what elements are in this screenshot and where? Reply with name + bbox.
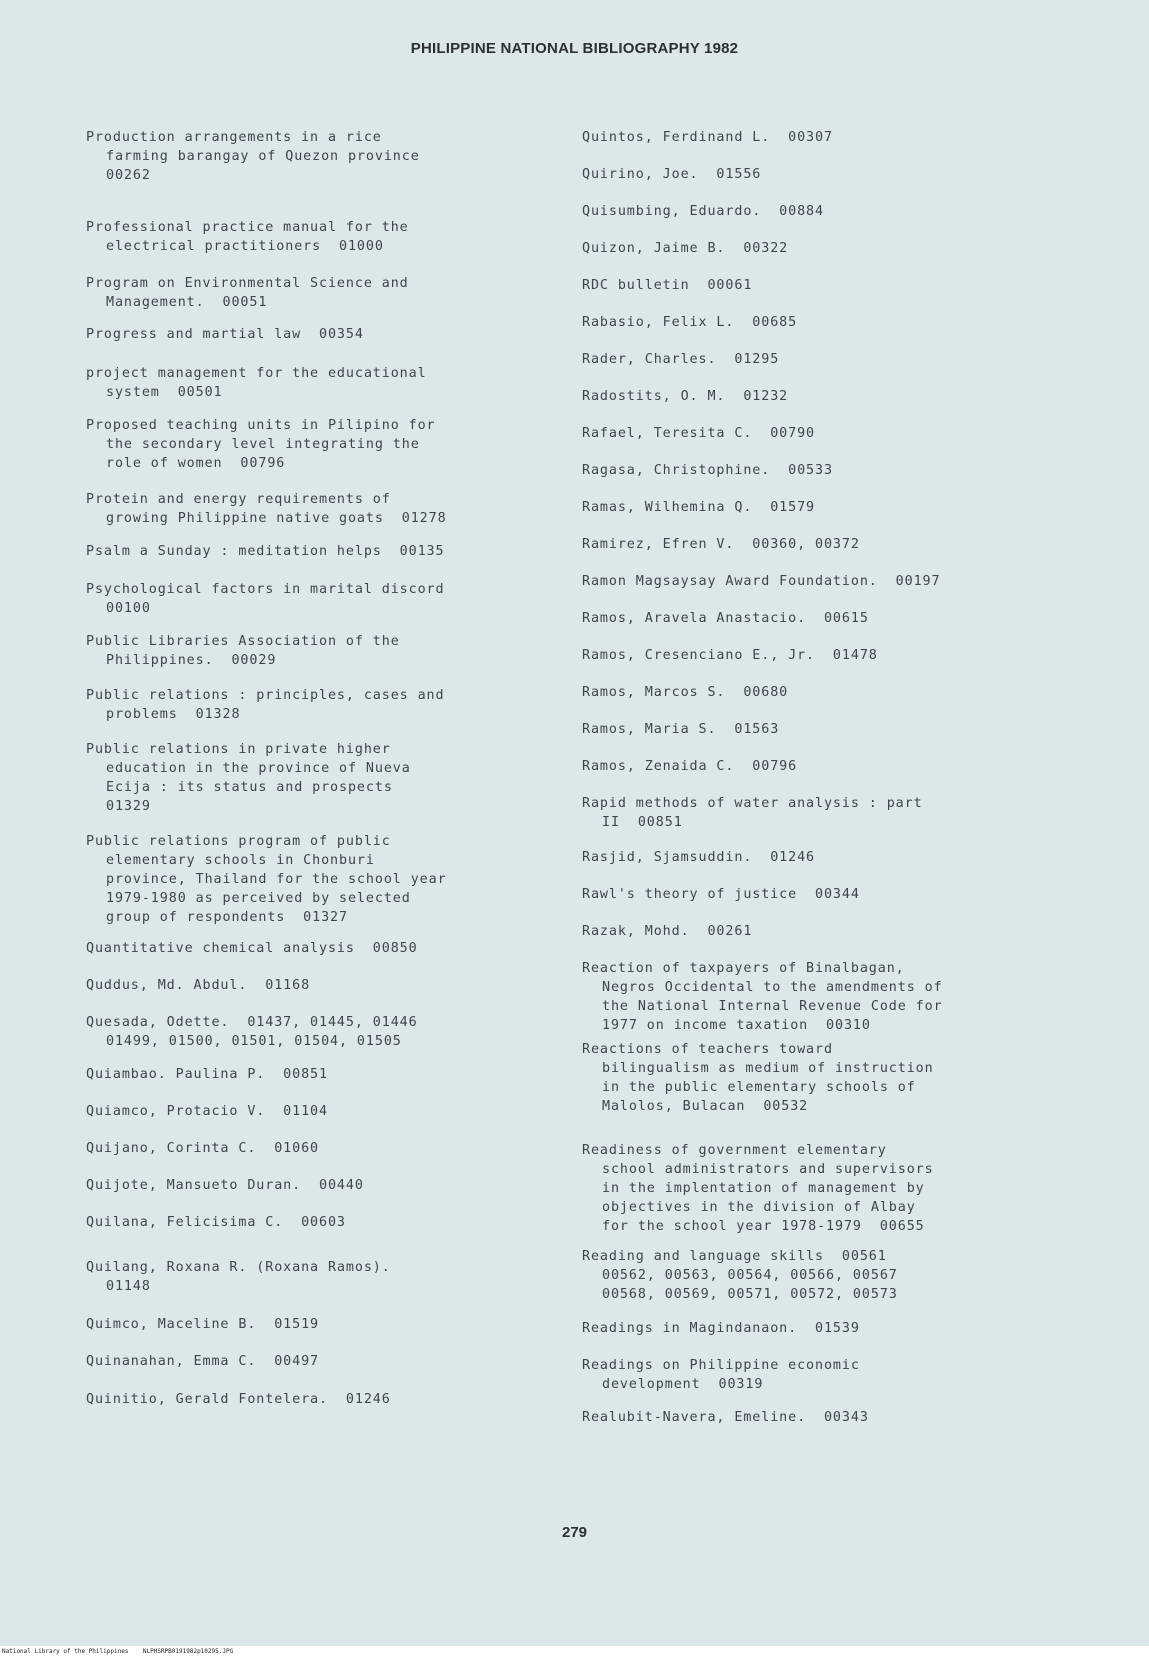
entry-continuation-line: 1979-1980 as perceived by selected xyxy=(106,891,411,906)
entry-heading-line: Ramon Magsaysay Award Foundation. 00197 xyxy=(582,574,941,589)
entry-heading-line: Readings on Philippine economic xyxy=(582,1358,860,1373)
entry-heading-line: Public Libraries Association of the xyxy=(86,634,400,649)
entry-heading-line: Quiamco, Protacio V. 01104 xyxy=(86,1104,328,1119)
entry-heading-line: Readiness of government elementary xyxy=(582,1143,887,1158)
entry-continuation-line: 01499, 01500, 01501, 01504, 01505 xyxy=(106,1034,402,1049)
index-entry xyxy=(86,686,556,724)
entry-continuation-line: 00568, 00569, 00571, 00572, 00573 xyxy=(602,1287,898,1302)
entry-heading-line: Quilang, Roxana R. (Roxana Ramos). xyxy=(86,1260,391,1275)
index-entry xyxy=(86,218,556,256)
entry-continuation-line: electrical practitioners 01000 xyxy=(106,239,384,254)
entry-heading-line: Quantitative chemical analysis 00850 xyxy=(86,941,418,956)
index-entry xyxy=(86,1352,556,1371)
index-entry xyxy=(86,1390,556,1409)
index-entry xyxy=(86,1258,556,1296)
entry-continuation-line: 00562, 00563, 00564, 00566, 00567 xyxy=(602,1268,898,1283)
entry-heading-line: Ramos, Maria S. 01563 xyxy=(582,722,780,737)
page-number: 279 xyxy=(561,1524,588,1541)
entry-heading-line: Quiambao. Paulina P. 00851 xyxy=(86,1067,328,1082)
index-entry xyxy=(86,580,556,618)
entry-continuation-line: group of respondents 01327 xyxy=(106,910,348,925)
entry-continuation-line: Negros Occidental to the amendments of xyxy=(602,980,943,995)
index-entry xyxy=(86,1102,556,1121)
entry-continuation-line: Malolos, Bulacan 00532 xyxy=(602,1099,809,1114)
index-entry xyxy=(582,646,1082,665)
entry-heading-line: Quinanahan, Emma C. 00497 xyxy=(86,1354,320,1369)
index-entry xyxy=(86,364,556,402)
index-entry xyxy=(86,1315,556,1334)
index-entry xyxy=(86,1213,556,1232)
index-entry xyxy=(86,832,556,927)
entry-heading-line: Readings in Magindanaon. 01539 xyxy=(582,1321,860,1336)
index-entry xyxy=(582,350,1082,369)
entry-heading-line: Ramos, Cresenciano E., Jr. 01478 xyxy=(582,648,878,663)
entry-heading-line: Rafael, Teresita C. 00790 xyxy=(582,426,816,441)
entry-continuation-line: school administrators and supervisors xyxy=(602,1162,934,1177)
entry-heading-line: Realubit-Navera, Emeline. 00343 xyxy=(582,1410,869,1425)
entry-heading-line: Ramos, Aravela Anastacio. 00615 xyxy=(582,611,869,626)
index-entry xyxy=(582,1040,1082,1116)
entry-heading-line: Quinitio, Gerald Fontelera. 01246 xyxy=(86,1392,391,1407)
index-entry xyxy=(86,325,556,344)
index-entry xyxy=(582,1319,1082,1338)
index-entry xyxy=(582,720,1082,739)
index-entry xyxy=(582,609,1082,628)
index-entry xyxy=(582,1247,1082,1304)
index-entry xyxy=(582,1356,1082,1394)
entry-continuation-line: the secondary level integrating the xyxy=(106,437,420,452)
entry-heading-line: Quizon, Jaime B. 00322 xyxy=(582,241,789,256)
entry-heading-line: Quintos, Ferdinand L. 00307 xyxy=(582,130,833,145)
entry-heading-line: Reading and language skills 00561 xyxy=(582,1249,887,1264)
entry-heading-line: Ramos, Zenaida C. 00796 xyxy=(582,759,798,774)
entry-continuation-line: problems 01328 xyxy=(106,707,241,722)
index-entry xyxy=(86,976,556,995)
entry-heading-line: Professional practice manual for the xyxy=(86,220,409,235)
entry-continuation-line: farming barangay of Quezon province xyxy=(106,149,420,164)
page-title: PHILIPPINE NATIONAL BIBLIOGRAPHY 1982 xyxy=(410,40,739,57)
entry-continuation-line: 1977 on income taxation 00310 xyxy=(602,1018,871,1033)
entry-continuation-line: 01148 xyxy=(106,1279,151,1294)
entry-continuation-line: role of women 00796 xyxy=(106,456,286,471)
index-entry xyxy=(86,1139,556,1158)
entry-heading-line: Rapid methods of water analysis : part xyxy=(582,796,923,811)
index-entry xyxy=(86,939,556,958)
index-entry xyxy=(582,424,1082,443)
entry-heading-line: Public relations : principles, cases and xyxy=(86,688,445,703)
index-entry xyxy=(582,794,1082,832)
entry-heading-line: Rabasio, Felix L. 00685 xyxy=(582,315,798,330)
entry-continuation-line: elementary schools in Chonburi xyxy=(106,853,375,868)
entry-heading-line: Radostits, O. M. 01232 xyxy=(582,389,789,404)
index-entry xyxy=(582,128,1082,147)
entry-heading-line: Protein and energy requirements of xyxy=(86,492,391,507)
index-entry xyxy=(582,165,1082,184)
entry-continuation-line: 00262 xyxy=(106,168,151,183)
entry-heading-line: Program on Environmental Science and xyxy=(86,276,409,291)
index-entry xyxy=(582,276,1082,295)
entry-heading-line: Quilana, Felicisima C. 00603 xyxy=(86,1215,346,1230)
index-entry xyxy=(582,1141,1082,1236)
entry-heading-line: Razak, Mohd. 00261 xyxy=(582,924,753,939)
entry-heading-line: Ramos, Marcos S. 00680 xyxy=(582,685,789,700)
index-entry xyxy=(86,274,556,312)
entry-heading-line: RDC bulletin 00061 xyxy=(582,278,753,293)
index-entry xyxy=(582,683,1082,702)
index-entry xyxy=(86,1065,556,1084)
index-entry xyxy=(86,1176,556,1195)
entry-continuation-line: province, Thailand for the school year xyxy=(106,872,447,887)
entry-heading-line: Quijote, Mansueto Duran. 00440 xyxy=(86,1178,364,1193)
entry-continuation-line: for the school year 1978-1979 00655 xyxy=(602,1219,925,1234)
entry-heading-line: Reaction of taxpayers of Binalbagan, xyxy=(582,961,905,976)
entry-continuation-line: growing Philippine native goats 01278 xyxy=(106,511,447,526)
index-entry xyxy=(582,572,1082,591)
entry-continuation-line: 00100 xyxy=(106,601,151,616)
index-entry xyxy=(582,848,1082,867)
entry-continuation-line: objectives in the division of Albay xyxy=(602,1200,916,1215)
entry-continuation-line: development 00319 xyxy=(602,1377,764,1392)
entry-heading-line: Public relations in private higher xyxy=(86,742,391,757)
index-entry xyxy=(582,922,1082,941)
scan-footer: National Library of the Philippines NLPHSRPB0191982p10295.JPG xyxy=(0,1646,1149,1658)
index-entry xyxy=(582,313,1082,332)
index-entry xyxy=(86,1013,556,1051)
index-entry xyxy=(582,1408,1082,1427)
entry-heading-line: Progress and martial law 00354 xyxy=(86,327,364,342)
entry-continuation-line: bilingualism as medium of instruction xyxy=(602,1061,934,1076)
entry-heading-line: Quimco, Maceline B. 01519 xyxy=(86,1317,320,1332)
index-entry xyxy=(582,535,1082,554)
index-entry xyxy=(86,490,556,528)
entry-continuation-line: system 00501 xyxy=(106,385,223,400)
entry-continuation-line: II 00851 xyxy=(602,815,683,830)
index-entry xyxy=(582,959,1082,1035)
entry-heading-line: Rawl's theory of justice 00344 xyxy=(582,887,860,902)
entry-heading-line: project management for the educational xyxy=(86,366,427,381)
entry-continuation-line: education in the province of Nueva xyxy=(106,761,411,776)
entry-heading-line: Ragasa, Christophine. 00533 xyxy=(582,463,833,478)
entry-heading-line: Quirino, Joe. 01556 xyxy=(582,167,762,182)
index-entry xyxy=(582,461,1082,480)
index-entry xyxy=(582,202,1082,221)
entry-continuation-line: Philippines. 00029 xyxy=(106,653,277,668)
entry-heading-line: Psalm a Sunday : meditation helps 00135 xyxy=(86,544,445,559)
index-entry xyxy=(582,757,1082,776)
entry-heading-line: Rader, Charles. 01295 xyxy=(582,352,780,367)
entry-heading-line: Public relations program of public xyxy=(86,834,391,849)
index-entry xyxy=(86,740,556,816)
entry-heading-line: Production arrangements in a rice xyxy=(86,130,382,145)
entry-heading-line: Quijano, Corinta C. 01060 xyxy=(86,1141,320,1156)
entry-heading-line: Rasjid, Sjamsuddin. 01246 xyxy=(582,850,816,865)
entry-heading-line: Proposed teaching units in Pilipino for xyxy=(86,418,436,433)
index-entry xyxy=(582,387,1082,406)
entry-continuation-line: Ecija : its status and prospects xyxy=(106,780,393,795)
index-entry xyxy=(86,632,556,670)
entry-continuation-line: 01329 xyxy=(106,799,151,814)
index-entry xyxy=(86,542,556,561)
entry-heading-line: Quddus, Md. Abdul. 01168 xyxy=(86,978,311,993)
entry-heading-line: Reactions of teachers toward xyxy=(582,1042,833,1057)
index-entry xyxy=(86,416,556,473)
entry-continuation-line: the National Internal Revenue Code for xyxy=(602,999,943,1014)
index-entry xyxy=(86,128,556,185)
entry-heading-line: Psychological factors in marital discord xyxy=(86,582,445,597)
index-entry xyxy=(582,239,1082,258)
entry-heading-line: Quesada, Odette. 01437, 01445, 01446 xyxy=(86,1015,418,1030)
entry-heading-line: Ramas, Wilhemina Q. 01579 xyxy=(582,500,816,515)
index-entry xyxy=(582,885,1082,904)
entry-heading-line: Ramirez, Efren V. 00360, 00372 xyxy=(582,537,860,552)
entry-continuation-line: Management. 00051 xyxy=(106,295,268,310)
entry-heading-line: Quisumbing, Eduardo. 00884 xyxy=(582,204,824,219)
index-entry xyxy=(582,498,1082,517)
entry-continuation-line: in the public elementary schools of xyxy=(602,1080,916,1095)
entry-continuation-line: in the implentation of management by xyxy=(602,1181,925,1196)
